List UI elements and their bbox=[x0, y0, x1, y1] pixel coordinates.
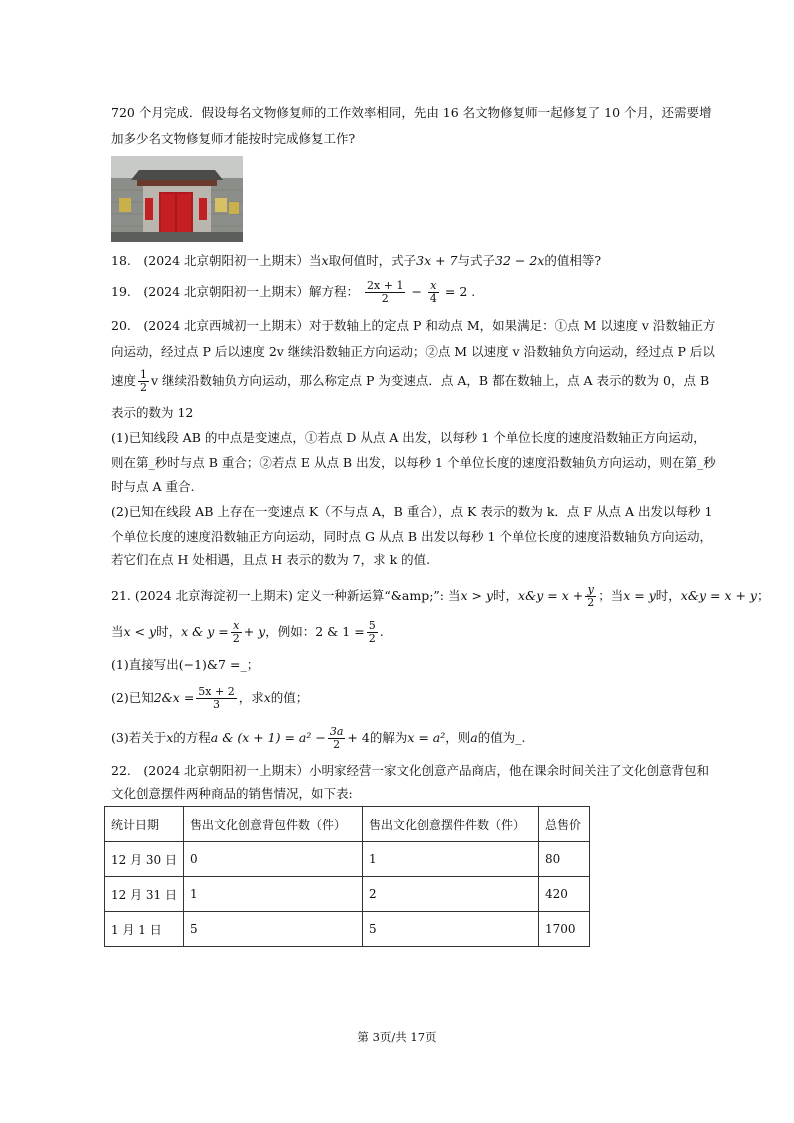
problem-21-text: 21. (2024 北京海淀初一上期末) 定义一种新运算“&amp;”: 当 bbox=[111, 588, 461, 603]
numerator: 3a bbox=[329, 725, 344, 738]
building-gate-photo bbox=[111, 156, 243, 242]
problem-18 bbox=[111, 252, 601, 270]
problem-21-text: (2)已知 bbox=[111, 690, 154, 705]
problem-20-line-4: 表示的数为 12 bbox=[111, 405, 194, 420]
q2-expr: 2&x = bbox=[153, 690, 195, 705]
problem-22-line-1: 22. (2024 北京朝阳初一上期末）小明家经营一家文化创意产品商店，他在课余时间关注了文化创意背包和 bbox=[111, 763, 710, 778]
definition-expr: + y bbox=[243, 624, 266, 639]
condition-expr: x > y bbox=[460, 588, 494, 603]
table-header-cell: 统计日期 bbox=[105, 807, 184, 842]
table-cell: 12 月 30 日 bbox=[105, 842, 184, 877]
problem-20-text: 速度 bbox=[111, 373, 137, 388]
q3-expr: a & (x + 1) = a² − bbox=[210, 730, 326, 745]
problem-18-text: 的值相等? bbox=[544, 253, 602, 268]
numerator: x bbox=[231, 620, 242, 633]
numerator: x bbox=[428, 280, 439, 293]
problem-21-text: . bbox=[379, 624, 384, 639]
table-cell: 5 bbox=[183, 912, 362, 947]
page-footer: 第 3页/共 17页 bbox=[357, 1030, 437, 1044]
table-header-cell: 售出文化创意背包件数（件） bbox=[183, 807, 362, 842]
numerator: 1 bbox=[140, 368, 148, 381]
definition-expr: x & y = bbox=[181, 624, 229, 639]
problem-21-text: (3)若关于 bbox=[111, 730, 167, 745]
q1-expr: (−1)&7 = bbox=[178, 657, 241, 672]
problem-21-text: 的解为 bbox=[369, 730, 408, 745]
problem-21-text: ，例如： bbox=[265, 624, 316, 639]
problem-20-q2-line-3: 若它们在点 H 处相遇，且点 H 表示的数为 7，求 k 的值. bbox=[111, 552, 431, 567]
table-row bbox=[105, 912, 590, 947]
table-header-cell: 售出文化创意摆件件数（件） bbox=[362, 807, 538, 842]
problem-20-line-2: 向运动，经过点 P 后以速度 2v 继续沿数轴正方向运动；②点 M 以速度 v 沿数轴负方向运动，经过点 P 后以 bbox=[111, 344, 715, 359]
fraction bbox=[585, 584, 596, 609]
fraction-half bbox=[138, 369, 149, 394]
table-cell: 1700 bbox=[538, 912, 589, 947]
denominator: 2 bbox=[587, 596, 595, 609]
problem-21-text: ，求 bbox=[238, 690, 264, 705]
numerator: 2x + 1 bbox=[367, 279, 404, 292]
problem-22-line-2: 文化创意摆件两种商品的销售情况，如下表: bbox=[111, 786, 353, 801]
problem-21-text: 当 bbox=[111, 624, 124, 639]
problem-20-text: v 继续沿数轴负方向运动，那么称定点 P 为变速点．点 A，B 都在数轴上，点 A 表示的数为 0，点 B bbox=[151, 373, 710, 388]
problem-20-q1-line-3: 时与点 A 重合. bbox=[111, 479, 195, 494]
problem-21-text: 时， bbox=[493, 588, 519, 603]
table-row bbox=[105, 877, 590, 912]
problem-20-q1-line-1: (1)已知线段 AB 的中点是变速点，①若点 D 从点 A 出发，以每秒 1 个单位长度的速度沿数轴正方向运动， bbox=[111, 430, 706, 445]
problem-21-text: (1)直接写出 bbox=[111, 657, 179, 672]
problem-19 bbox=[111, 280, 475, 305]
q3-expr: + 4 bbox=[347, 730, 370, 745]
denominator: 2 bbox=[381, 292, 389, 305]
problem-21-q2 bbox=[111, 686, 308, 711]
problem-21-text: ；当 bbox=[598, 588, 624, 603]
problem-20-line-3 bbox=[111, 369, 709, 394]
denominator: 2 bbox=[232, 632, 240, 645]
example-expr: 2 & 1 = bbox=[315, 624, 365, 639]
problem-21-line-2 bbox=[111, 620, 384, 645]
table-cell: 420 bbox=[538, 877, 589, 912]
condition-expr: x < y bbox=[123, 624, 157, 639]
fraction bbox=[231, 620, 242, 645]
expression-1: 3x + 7 bbox=[416, 253, 458, 268]
table-header-row bbox=[105, 807, 590, 842]
numerator: 5x + 2 bbox=[198, 685, 235, 698]
minus-sign: − bbox=[411, 284, 422, 299]
definition-expr: x&y = x + bbox=[518, 588, 584, 603]
denominator: 4 bbox=[429, 292, 437, 305]
problem-20-q2-line-2: 个单位长度的速度沿数轴正方向运动，同时点 G 从点 B 出发以每秒 1 个单位长度的速度沿数轴负方向运动， bbox=[111, 529, 712, 544]
equals-part: = 2 . bbox=[444, 284, 476, 299]
definition-expr: x&y = x + y bbox=[680, 588, 757, 603]
problem-20-q1-line-2: 则在第_秒时与点 B 重合；②若点 E 从点 B 出发，以每秒 1 个单位长度的速度沿数轴负方向运动，则在第_秒 bbox=[111, 455, 716, 470]
table-header-cell: 总售价 bbox=[538, 807, 589, 842]
table-cell: 12 月 31 日 bbox=[105, 877, 184, 912]
table-cell: 0 bbox=[183, 842, 362, 877]
problem-21-text: 的值； bbox=[270, 690, 309, 705]
table-cell: 2 bbox=[362, 877, 538, 912]
fraction bbox=[328, 726, 346, 751]
q3-solution: x = a² bbox=[407, 730, 446, 745]
problem-21-q1 bbox=[111, 656, 259, 674]
problem-21-text: ； bbox=[756, 588, 770, 603]
variable-a: a bbox=[470, 730, 478, 745]
expression-2: 32 − 2x bbox=[495, 253, 545, 268]
numerator: y bbox=[585, 584, 596, 597]
denominator: 2 bbox=[333, 738, 341, 751]
fraction bbox=[365, 280, 405, 305]
numerator: 5 bbox=[368, 619, 376, 632]
problem-18-text: 取何值时，式子 bbox=[328, 253, 417, 268]
denominator: 3 bbox=[213, 698, 220, 711]
table-cell: 1 bbox=[183, 877, 362, 912]
table-cell: 1 月 1 日 bbox=[105, 912, 184, 947]
denominator: 2 bbox=[140, 381, 148, 394]
problem-18-source: 18. (2024 北京朝阳初一上期末）当 bbox=[111, 253, 322, 268]
condition-expr: x = y bbox=[623, 588, 656, 603]
sales-table bbox=[104, 806, 590, 947]
problem-21-text: 时， bbox=[655, 588, 681, 603]
problem-21-line-1 bbox=[111, 584, 770, 609]
problem-20-q2-line-1: (2)已知在线段 AB 上存在一变速点 K（不与点 A，B 重合），点 K 表示的数为 k．点 F 从点 A 出发以每秒 1 bbox=[111, 504, 713, 519]
table-cell: 80 bbox=[538, 842, 589, 877]
problem-18-text: 与式子 bbox=[457, 253, 496, 268]
problem-17-line-2: 加多少名文物修复师才能按时完成修复工作? bbox=[111, 131, 356, 146]
denominator: 2 bbox=[368, 632, 376, 645]
table-cell: 5 bbox=[362, 912, 538, 947]
variable-x: x bbox=[321, 253, 329, 268]
problem-21-text: 的值为_. bbox=[477, 730, 526, 745]
problem-21-text: ，则 bbox=[445, 730, 471, 745]
variable-x: x bbox=[166, 730, 174, 745]
problem-21-text: 的方程 bbox=[173, 730, 211, 745]
fraction bbox=[196, 686, 236, 711]
problem-17-line-1: 720 个月完成．假设每名文物修复师的工作效率相同，先由 16 名文物修复师一起修复了 10 个月，还需要增 bbox=[111, 105, 712, 120]
problem-21-q3 bbox=[111, 726, 525, 751]
table-row bbox=[105, 842, 590, 877]
variable-x: x bbox=[263, 690, 271, 705]
problem-21-text: 时， bbox=[156, 624, 182, 639]
fraction bbox=[367, 620, 378, 645]
table-cell: 1 bbox=[362, 842, 538, 877]
fraction bbox=[428, 280, 439, 305]
problem-21-text: _； bbox=[240, 657, 260, 672]
problem-20-line-1: 20. (2024 北京西城初一上期末）对于数轴上的定点 P 和动点 M，如果满足：①点 M 以速度 v 沿数轴正方 bbox=[111, 318, 716, 333]
problem-19-source: 19. (2024 北京朝阳初一上期末）解方程： bbox=[111, 284, 360, 299]
